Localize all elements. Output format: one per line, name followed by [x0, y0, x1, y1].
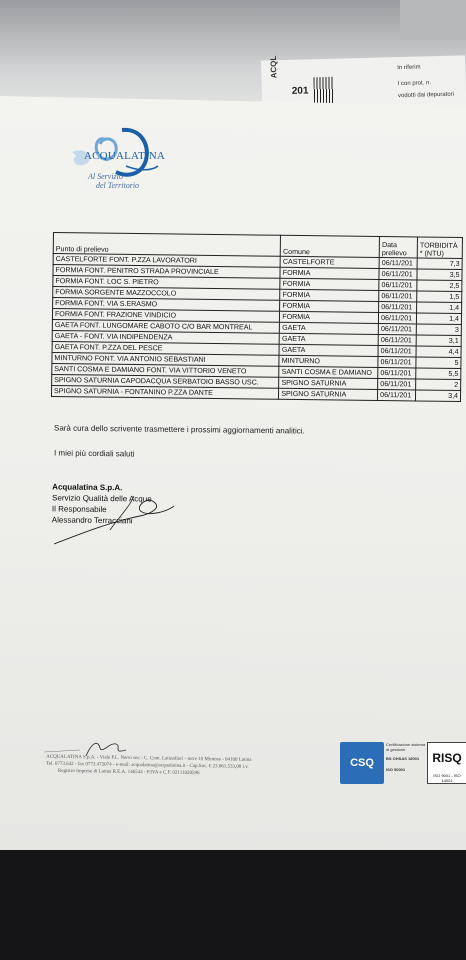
cell-comune: SPIGNO SATURNIA [279, 388, 378, 400]
header-turbidity-line-1: TORBIDITÀ [419, 241, 458, 250]
cell-turbidity: 5,5 [416, 368, 461, 380]
cell-turbidity: 5 [416, 357, 461, 369]
cell-date: 06/11/201 [378, 345, 416, 356]
footer-line-1: ACQUALATINA S.p.A. - Viale P.L. Nervi snc - C. Com. Latinafiori - torre 10 Mimose - 04100 Latina [46, 754, 252, 763]
cell-comune: FORMIA [280, 267, 379, 279]
cell-turbidity: 3 [416, 324, 461, 336]
header-point: Punto di prelievo [53, 233, 281, 257]
cell-date: 06/11/201 [378, 356, 416, 367]
header-comune: Comune [281, 235, 380, 257]
cell-point: SPIGNO SATURNIA - FONTANINO P.ZZA DANTE [51, 385, 278, 399]
header-turbidity [417, 237, 462, 259]
cell-point: SPIGNO SATURNIA CAPODACQUA SERBATOIO BASSO USC. [52, 374, 279, 388]
cell-point: GAETA FONT. P.ZZA DEL PESCE [52, 341, 279, 355]
cell-comune: GAETA [280, 322, 379, 334]
logo-tagline-1: Al Servizio [88, 172, 123, 181]
cell-turbidity: 7,3 [417, 258, 462, 270]
cell-comune: FORMIA [280, 278, 379, 290]
risq-cert-logo [427, 742, 466, 784]
cell-point: SANTI COSMA E DAMIANO FONT. VIA VITTORIO VENETO [52, 363, 279, 377]
risq-label: RISQ [432, 751, 462, 765]
risq-sub: ISO 9001 - ISO 14001 [433, 773, 461, 783]
cell-point: FORMIA SORGENTE MAZZOCCOLO [53, 287, 280, 301]
cell-date: 06/11/201 [379, 301, 417, 312]
closing-line-1: Sarà cura dello scrivente trasmettere i prossimi aggiornamenti analitici. [53, 423, 305, 436]
footer-line-2: Tel. 0773.642 - fax 0773.472074 - e-mail: acqualatina@acqualatina.it - Cap.Soc. € 23.661.533,00 i.v. [45, 761, 249, 770]
cell-point: GAETA - FONT. VIA INDIPENDENZA [52, 330, 279, 344]
csq-cert-logo: CSQ [340, 742, 384, 784]
signature-company: Acqualatina S.p.A. [52, 482, 123, 493]
cell-point: GAETA FONT. LUNGOMARE CABOTO C/O BAR MONTREAL [52, 319, 279, 333]
cell-comune: FORMIA [280, 300, 379, 312]
cert-text-block [386, 742, 426, 772]
cell-turbidity: 3,1 [416, 335, 461, 347]
cell-date: 06/11/201 [379, 268, 417, 279]
cell-turbidity: 2 [416, 379, 461, 391]
cell-date: 06/11/201 [378, 389, 416, 400]
background-doc-text-3: vodotti dai depuratori [397, 91, 455, 100]
cell-comune: SPIGNO SATURNIA [279, 377, 378, 389]
cell-comune: GAETA [279, 333, 378, 345]
cell-point: CASTELFORTE FONT. P.ZZA LAVORATORI [53, 254, 280, 268]
cell-turbidity: 4,4 [416, 346, 461, 358]
turbidity-table [51, 232, 463, 402]
cell-date: 06/11/201 [379, 279, 417, 290]
logo-tagline-2: del Territorio [96, 181, 140, 190]
cell-point: FORMIA FONT. PENITRO STRADA PROVINCIALE [53, 265, 280, 279]
closing-line-2: I miei più cordiali saluti [53, 448, 135, 459]
cell-comune: FORMIA [280, 311, 379, 323]
cell-comune: MINTURNO [279, 355, 378, 367]
background-doc-year: 201 [291, 85, 309, 97]
cert-line-1: Certificazione sistema di gestione [386, 742, 426, 752]
signature-dept: Servizio Qualità delle Acque [52, 493, 152, 504]
cell-turbidity: 3,4 [416, 390, 461, 402]
header-date-line-1: Data [381, 241, 398, 250]
cell-date: 06/11/201 [378, 323, 416, 334]
cell-point: MINTURNO FONT. VIA ANTONIO SEBASTIANI [52, 352, 279, 366]
cell-comune: GAETA [279, 344, 378, 356]
background-doc-text-2: I con prot. n. [397, 80, 432, 88]
cell-comune: FORMIA [280, 289, 379, 301]
cell-date: 06/11/201 [378, 334, 416, 345]
logo-brand: ACQUALATINA [84, 150, 166, 162]
cell-date: 06/11/201 [379, 312, 417, 323]
cell-turbidity: 1,4 [417, 302, 462, 314]
cell-turbidity: 2,5 [417, 280, 462, 292]
signature-role: Il Responsabile [51, 504, 107, 515]
cert-line-2: BS OHSAS 18001 [386, 756, 420, 761]
cell-date: 06/11/201 [378, 367, 416, 378]
cell-comune: SANTI COSMA E DAMIANO [279, 366, 378, 378]
folded-paper-corner [400, 0, 466, 40]
cell-turbidity: 1,5 [417, 291, 462, 303]
cell-date: 06/11/201 [379, 257, 417, 268]
cell-point: FORMIA FONT. LOC S. PIETRO [53, 276, 280, 290]
background-doc-text-1: In riferim [397, 64, 421, 72]
cell-turbidity: 1,4 [416, 313, 461, 325]
cert-line-3: ISO 50001 [386, 767, 406, 772]
header-date-line-2: prelievo [381, 249, 407, 258]
footer-line-3: Registro Imprese di Latina R.E.A. 146544 - P.IVA e C.F. 02111020596 [57, 768, 200, 777]
cell-point: FORMIA FONT. VIA S.ERASMO [53, 298, 280, 312]
cell-point: FORMIA FONT. FRAZIONE VINDICIO [52, 309, 279, 323]
handwritten-signature-icon [50, 486, 180, 550]
logo-tagline [88, 172, 139, 190]
cell-date: 06/11/201 [378, 378, 416, 389]
dark-surface [0, 850, 466, 960]
cell-turbidity: 3,5 [417, 269, 462, 281]
cell-date: 06/11/201 [379, 290, 417, 301]
cell-comune: CASTELFORTE [280, 256, 379, 268]
header-turbidity-line-2: * (NTU) [419, 249, 444, 258]
signature-name: Alessandro Terracciani [51, 515, 133, 526]
background-doc-code: ACQL [268, 55, 279, 79]
header-date [379, 236, 417, 257]
